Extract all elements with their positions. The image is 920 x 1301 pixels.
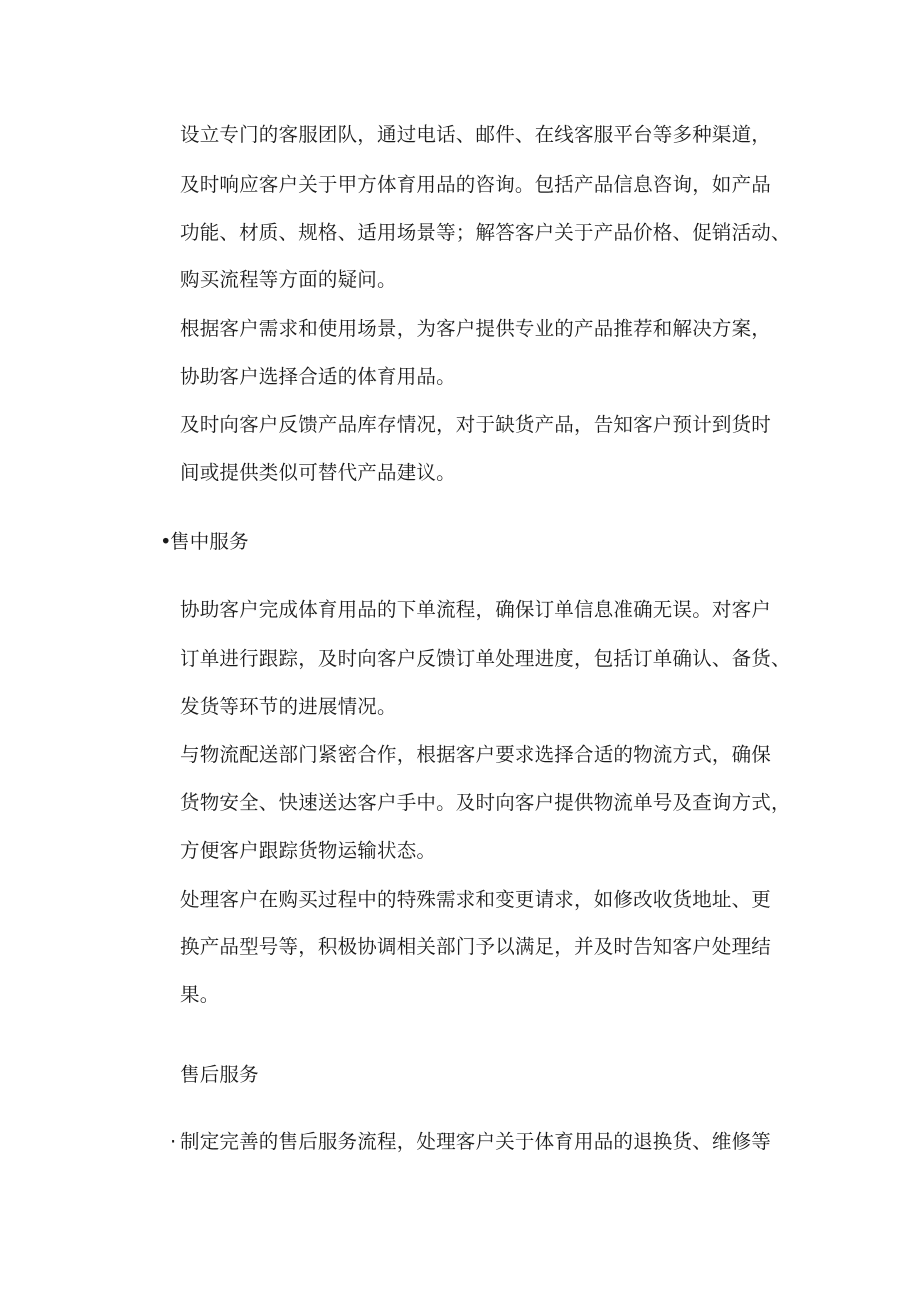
text-line: 协助客户选择合适的体育用品。	[180, 365, 456, 388]
dot-icon: ·	[170, 1130, 177, 1153]
text-line: 换产品型号等，积极协调相关部门予以满足，并及时告知客户处理结	[180, 935, 772, 958]
text-line: 处理客户在购买过程中的特殊需求和变更请求，如修改收货地址、更	[180, 888, 772, 911]
text-line: 间或提供类似可替代产品建议。	[180, 461, 456, 484]
text-line: 与物流配送部门紧密合作，根据客户要求选择合适的物流方式，确保	[180, 743, 772, 766]
after-sale-paragraph	[170, 1128, 771, 1156]
text-line: 果。	[180, 983, 220, 1006]
text-line: 货物安全、快速送达客户手中。及时向客户提供物流单号及查询方式，	[180, 791, 791, 814]
text-line: 购买流程等方面的疑问。	[180, 268, 397, 291]
heading-text: 售中服务	[170, 530, 249, 553]
text-line: 设立专门的客服团队，通过电话、邮件、在线客服平台等多种渠道，	[180, 123, 772, 146]
text-line: 及时向客户反馈产品库存情况，对于缺货产品，告知客户预计到货时	[180, 413, 772, 436]
text-line: 方便客户跟踪货物运输状态。	[180, 839, 437, 862]
in-sale-heading	[160, 528, 249, 556]
text-line: 功能、材质、规格、适用场景等；解答客户关于产品价格、促销活动、	[180, 221, 791, 244]
text-line: 订单进行跟踪，及时向客户反馈订单处理进度，包括订单确认、备货、	[180, 647, 791, 670]
text-line: 及时响应客户关于甲方体育用品的咨询。包括产品信息咨询，如产品	[180, 173, 772, 196]
bullet-icon: •	[160, 530, 172, 553]
after-sale-heading: 售后服务	[180, 1063, 259, 1086]
text-line: 协助客户完成体育用品的下单流程，确保订单信息准确无误。对客户	[180, 598, 772, 621]
text-line: 制定完善的售后服务流程，处理客户关于体育用品的退换货、维修等	[180, 1130, 772, 1153]
text-line: 发货等环节的进展情况。	[180, 695, 397, 718]
text-line: 根据客户需求和使用场景，为客户提供专业的产品推荐和解决方案，	[180, 317, 772, 340]
